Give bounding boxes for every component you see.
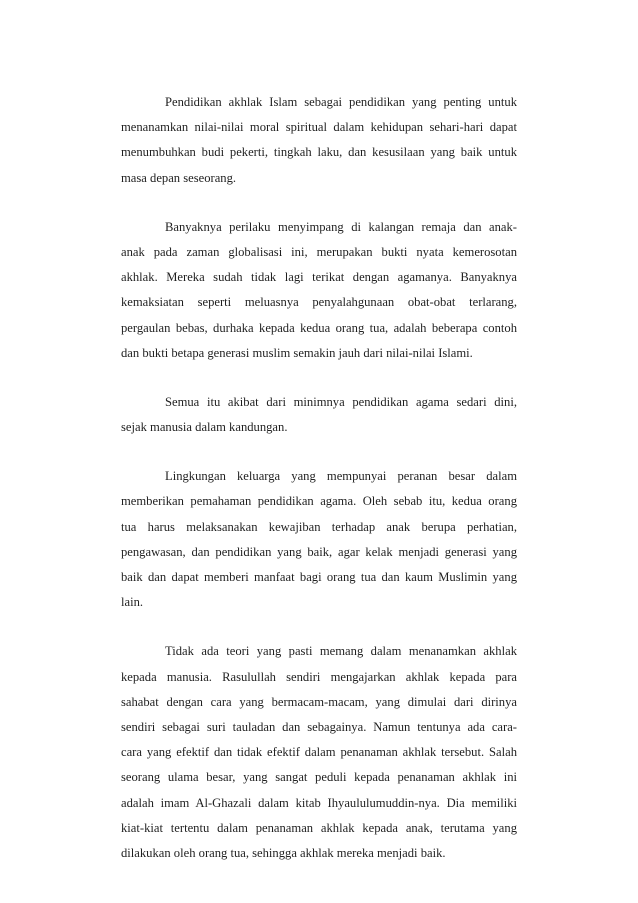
paragraph-5 [121,639,517,866]
paragraph-2 [121,215,517,366]
text-line: pengawasan, dan pendidikan yang baik, agar kelak menjadi generasi yang [121,544,517,559]
text-line: tua harus melaksanakan kewajiban terhadap anak berupa perhatian, [121,519,517,534]
text-line: Pendidikan akhlak Islam sebagai pendidikan yang penting untuk [165,95,517,109]
text-line: baik dan dapat memberi manfaat bagi orang tua dan kaum Muslimin yang [121,570,517,584]
paragraph-4 [121,464,517,615]
text-line: Tidak ada teori yang pasti memang dalam menanamkan akhlak [165,644,517,659]
document-body [121,90,517,866]
text-line: Semua itu akibat dari minimnya pendidikan agama sedari dini, [165,394,517,409]
paragraph-3 [121,390,517,440]
text-line: cara yang efektif dan tidak efektif dalam penanaman akhlak tersebut. Salah [121,745,517,760]
text-line: menanamkan nilai-nilai moral spiritual dalam kehidupan sehari-hari dapat [121,120,517,135]
text-line: kepada manusia. Rasulullah sendiri mengajarkan akhlak kepada para [121,669,517,684]
text-line: menumbuhkan budi pekerti, tingkah laku, dan kesusilaan yang baik untuk [121,145,517,160]
text-line: memberikan pemahaman pendidikan agama. Oleh sebab itu, kedua orang [121,494,517,509]
text-line: Lingkungan keluarga yang mempunyai peranan besar dalam [165,469,517,484]
text-line: sahabat dengan cara yang bermacam-macam, yang dimulai dari dirinya [121,694,517,709]
text-line: dilakukan oleh orang tua, sehingga akhlak mereka menjadi baik. [121,845,446,860]
text-line: akhlak. Mereka sudah tidak lagi terikat dengan agamanya. Banyaknya [121,270,517,285]
text-line: kiat-kiat tertentu dalam penanaman akhlak kepada anak, terutama yang [121,820,517,835]
text-line: pergaulan bebas, durhaka kepada kedua orang tua, adalah beberapa contoh [121,320,517,335]
paragraph-1 [121,90,517,191]
text-line: seorang ulama besar, yang sangat peduli kepada penanaman akhlak ini [121,770,517,785]
text-line: masa depan seseorang. [121,170,237,185]
text-line: Banyaknya perilaku menyimpang di kalangan remaja dan anak- [165,219,517,234]
text-line: sendiri sebagai suri tauladan dan sebagainya. Namun tentunya ada cara- [121,719,517,734]
text-line: lain. [121,595,144,610]
text-line: adalah imam Al-Ghazali dalam kitab Ihyaululumuddin-nya. Dia memiliki [121,795,517,810]
text-line: dan bukti betapa generasi muslim semakin jauh dari nilai-nilai Islami. [121,345,473,360]
text-line: kemaksiatan seperti meluasnya penyalahgunaan obat-obat terlarang, [121,295,517,310]
text-line: sejak manusia dalam kandungan. [121,420,288,435]
text-line: anak pada zaman globalisasi ini, merupakan bukti nyata kemerosotan [121,244,517,259]
